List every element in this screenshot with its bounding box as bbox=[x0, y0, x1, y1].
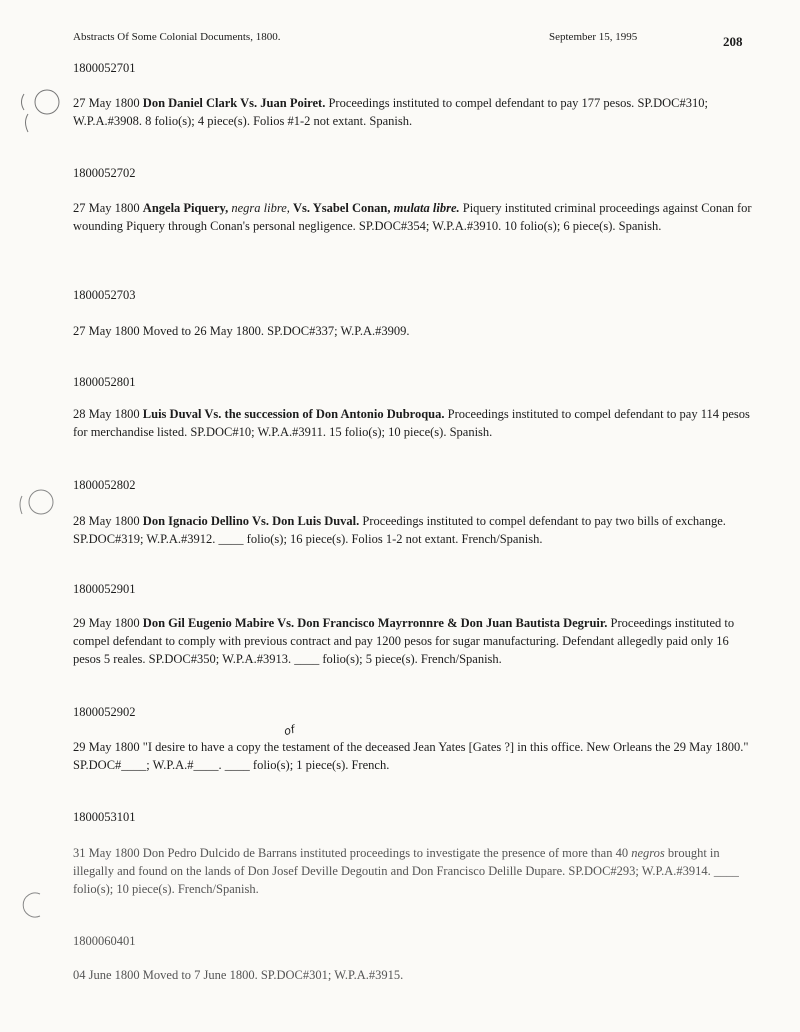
entry-id: 1800052701 bbox=[73, 61, 136, 75]
entry-body bbox=[73, 405, 753, 441]
entry-parties: Don Gil Eugenio Mabire Vs. Don Francisco Mayrronnre & Don Juan Bautista Degruir. bbox=[142, 616, 608, 630]
document-title: Abstracts Of Some Colonial Documents, 1800. bbox=[73, 31, 281, 43]
page-number: 208 bbox=[723, 34, 743, 49]
entry-body bbox=[73, 738, 753, 774]
entry-parties: Don Daniel Clark Vs. Juan Poiret. bbox=[142, 96, 326, 110]
entry-date: 27 May 1800 bbox=[73, 201, 140, 215]
entry-body bbox=[73, 512, 753, 548]
entry-parties: Don Ignacio Dellino Vs. Don Luis Duval. bbox=[142, 514, 360, 528]
entry-id: 1800053101 bbox=[73, 810, 136, 824]
entry-body bbox=[73, 94, 753, 130]
punch-hole-middle bbox=[14, 482, 54, 526]
entry-id: 1800052801 bbox=[73, 375, 136, 389]
document-date: September 15, 1995 bbox=[549, 31, 638, 43]
entry-body bbox=[73, 199, 753, 235]
entry-refs: SP.DOC#310; W.P.A.#3908. 8 folio(s); 4 piece(s). Folios #1-2 not extant. Spanish. bbox=[73, 96, 708, 128]
entry-text: Piquery instituted criminal proceedings against Conan for wounding Piquery through Conan's personal negligence. SP.DOC#354; W.P.A.#3910. 10 folio(s); 6 piece(s). Spanish. bbox=[73, 201, 752, 233]
entry-date: 29 May 1800 bbox=[73, 616, 140, 630]
entry-body bbox=[73, 614, 753, 668]
entry-text-part-1: 31 May 1800 Don Pedro Dulcido de Barrans instituted proceedings to investigate the presence of more than 40 bbox=[73, 846, 629, 860]
entry-id: 1800052901 bbox=[73, 582, 136, 596]
entry-party-1-status: negra libre, bbox=[231, 201, 290, 215]
handwritten-annotation: of bbox=[282, 722, 297, 739]
entry-text: Proceedings instituted to compel defendant to pay two bills of exchange. SP.DOC#319; W.P.A.#3912. ____ folio(s); 16 piece(s). Folios 1-2 not extant. French/Spanish. bbox=[73, 514, 726, 546]
entry-id: 1800052802 bbox=[73, 478, 136, 492]
entry-party-2: Vs. Ysabel Conan, bbox=[293, 201, 391, 215]
entry-parties: Luis Duval Vs. the succession of Don Antonio Dubroqua. bbox=[142, 407, 445, 421]
entry-id: 1800052702 bbox=[73, 166, 136, 180]
entry-text: 04 June 1800 Moved to 7 June 1800. SP.DOC#301; W.P.A.#3915. bbox=[73, 968, 404, 982]
entry-text-part-1: 29 May 1800 "I desire to have a copy bbox=[73, 740, 261, 754]
entry-text: Proceedings instituted to compel defendant to pay 177 pesos. bbox=[328, 96, 635, 110]
entry-text: 27 May 1800 Moved to 26 May 1800. SP.DOC#337; W.P.A.#3909. bbox=[73, 324, 410, 338]
entry-date: 28 May 1800 bbox=[73, 407, 140, 421]
entry-id: 1800052703 bbox=[73, 288, 136, 302]
entry-text: Proceedings instituted to compel defendant to comply with previous contract and pay 1200 pesos for sugar manufacturing. Defendant allegedly paid only 16 pesos 5 reales. SP.DOC#350; W.P.A.#3913. ____ folio(s); 5 piece(s). French/Spanish. bbox=[73, 616, 735, 666]
entry-id: 1800052902 bbox=[73, 705, 136, 719]
entry-date: 28 May 1800 bbox=[73, 514, 140, 528]
entry-text: Proceedings instituted to compel defendant to pay 114 pesos for merchandise listed. SP.DOC#10; W.P.A.#3911. 15 folio(s); 10 piece(s). Spanish. bbox=[73, 407, 750, 439]
entry-party-2-status: mulata libre. bbox=[393, 201, 460, 215]
punch-hole-bottom bbox=[18, 890, 48, 920]
entry-italic-term: negros bbox=[631, 846, 665, 860]
entry-body bbox=[73, 844, 753, 898]
entry-date: 27 May 1800 bbox=[73, 96, 140, 110]
entry-party-1: Angela Piquery, bbox=[142, 201, 229, 215]
punch-hole-top bbox=[14, 84, 64, 140]
entry-text-part-2: the testament of the deceased Jean Yates [Gates ?] in this office. New Orleans the 29 May 1800." SP.DOC#____; W.P.A.#____. ____ folio(s); 1 piece(s). French. bbox=[73, 740, 749, 772]
entry-text-part-2: brought in illegally and found on the lands of Don Josef Deville Degoutin and Don Francisco Delille Dupare. SP.DOC#293; W.P.A.#3914. ____ folio(s); 10 piece(s). French/Spanish. bbox=[73, 846, 739, 896]
entry-id: 1800060401 bbox=[73, 934, 136, 948]
